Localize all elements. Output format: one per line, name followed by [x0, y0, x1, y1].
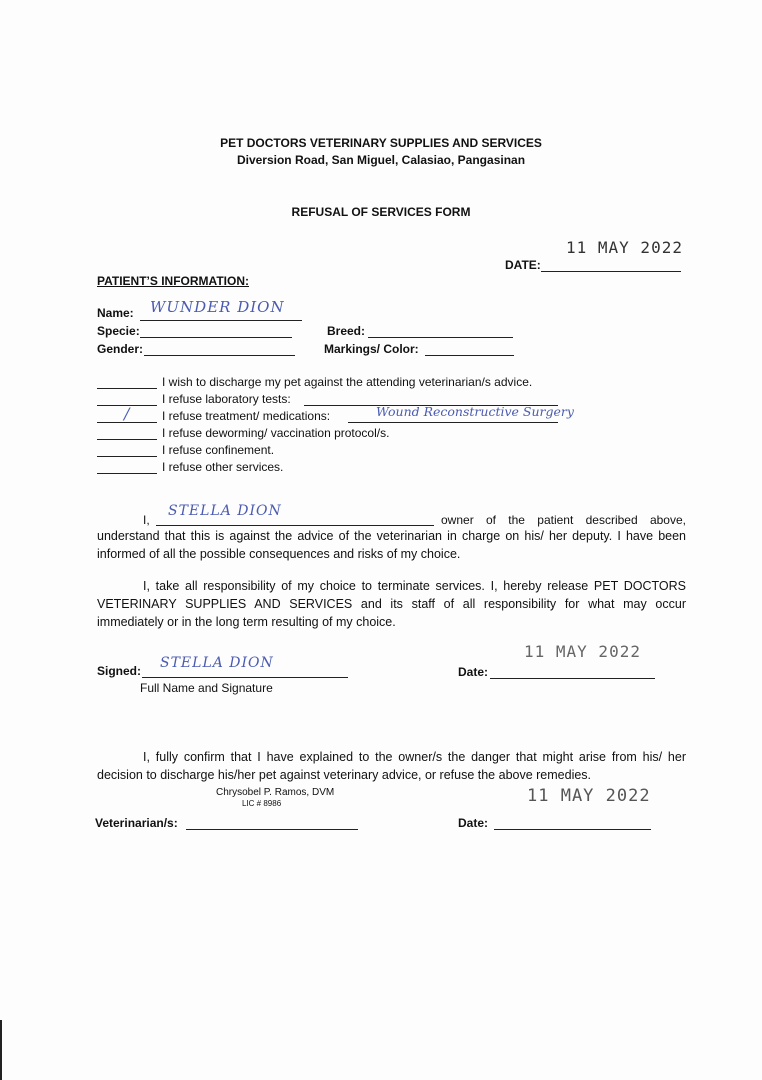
markings-label: Markings/ Color: [324, 342, 419, 356]
vet-license: LIC # 8986 [242, 799, 282, 808]
gender-line [144, 355, 295, 356]
check-line-4 [97, 439, 157, 440]
owner-prefix: I, [143, 513, 150, 527]
company-address: Diversion Road, San Miguel, Calasiao, Pangasinan [236, 153, 526, 167]
check-text-6: I refuse other services. [162, 460, 284, 474]
breed-label: Breed: [327, 324, 366, 338]
form-title: REFUSAL OF SERVICES FORM [291, 205, 471, 219]
check-line-1 [97, 388, 157, 389]
owner-name-value: STELLA DION [168, 503, 282, 519]
vet-name-stamp: Chrysobel P. Ramos, DVM [216, 787, 335, 798]
check-text-1: I wish to discharge my pet against the attending veterinarian/s advice. [162, 375, 533, 389]
treatment-line [348, 422, 558, 423]
signed-date-label: Date: [458, 665, 489, 679]
check-line-6 [97, 473, 157, 474]
check-line-5 [97, 456, 157, 457]
specie-label: Specie: [97, 324, 140, 338]
check-text-2: I refuse laboratory tests: [162, 392, 291, 406]
top-date-label: DATE: [505, 258, 541, 272]
company-name: PET DOCTORS VETERINARY SUPPLIES AND SERVICES [220, 136, 542, 150]
signed-line [142, 677, 348, 678]
signature-caption: Full Name and Signature [140, 681, 273, 695]
vet-line [186, 829, 358, 830]
signed-date-line [490, 678, 655, 679]
name-value: WUNDER DION [150, 298, 285, 316]
top-date-line [541, 271, 681, 272]
check-mark-3: / [124, 404, 131, 423]
vet-date-stamp: 11 MAY 2022 [527, 786, 651, 806]
signed-value: STELLA DION [160, 655, 274, 671]
treatment-value: Wound Reconstructive Surgery [376, 404, 574, 419]
top-date-stamp: 11 MAY 2022 [566, 238, 683, 257]
signed-label: Signed: [97, 664, 141, 678]
check-text-5: I refuse confinement. [162, 443, 275, 457]
statement-3-text: I, fully confirm that I have explained to the owner/s the danger that might arise from his/ her decision to discharge his/her pet against veterinary advice, or refuse the above remedies. [97, 750, 686, 782]
patient-section-title: PATIENT’S INFORMATION: [97, 274, 249, 288]
signed-date-stamp: 11 MAY 2022 [524, 642, 641, 661]
name-line [140, 320, 302, 321]
statement-2-text: I, take all responsibility of my choice to terminate services. I, hereby release PET DOCTORS VETERINARY SUPPLIES AND SERVICES and its staff of all responsibility for what may occur immediately or in the long term resulting of my choice. [97, 579, 686, 629]
gender-label: Gender: [97, 342, 144, 356]
markings-line [425, 355, 514, 356]
owner-suffix: owner of the patient described above, [441, 513, 686, 527]
vet-label: Veterinarian/s: [95, 816, 178, 830]
vet-date-line [494, 829, 651, 830]
specie-line [140, 337, 292, 338]
vet-date-label: Date: [458, 816, 489, 830]
statement-1-text: understand that this is against the advice of the veterinarian in charge on his/ her deputy. I have been informed of all the possible consequences and risks of my choice. [97, 529, 686, 561]
owner-name-line [156, 525, 434, 526]
breed-line [368, 337, 513, 338]
check-text-3: I refuse treatment/ medications: [162, 409, 331, 423]
check-text-4: I refuse deworming/ vaccination protocol/s. [162, 426, 390, 440]
name-label: Name: [97, 306, 134, 320]
scan-edge [0, 1020, 2, 1080]
